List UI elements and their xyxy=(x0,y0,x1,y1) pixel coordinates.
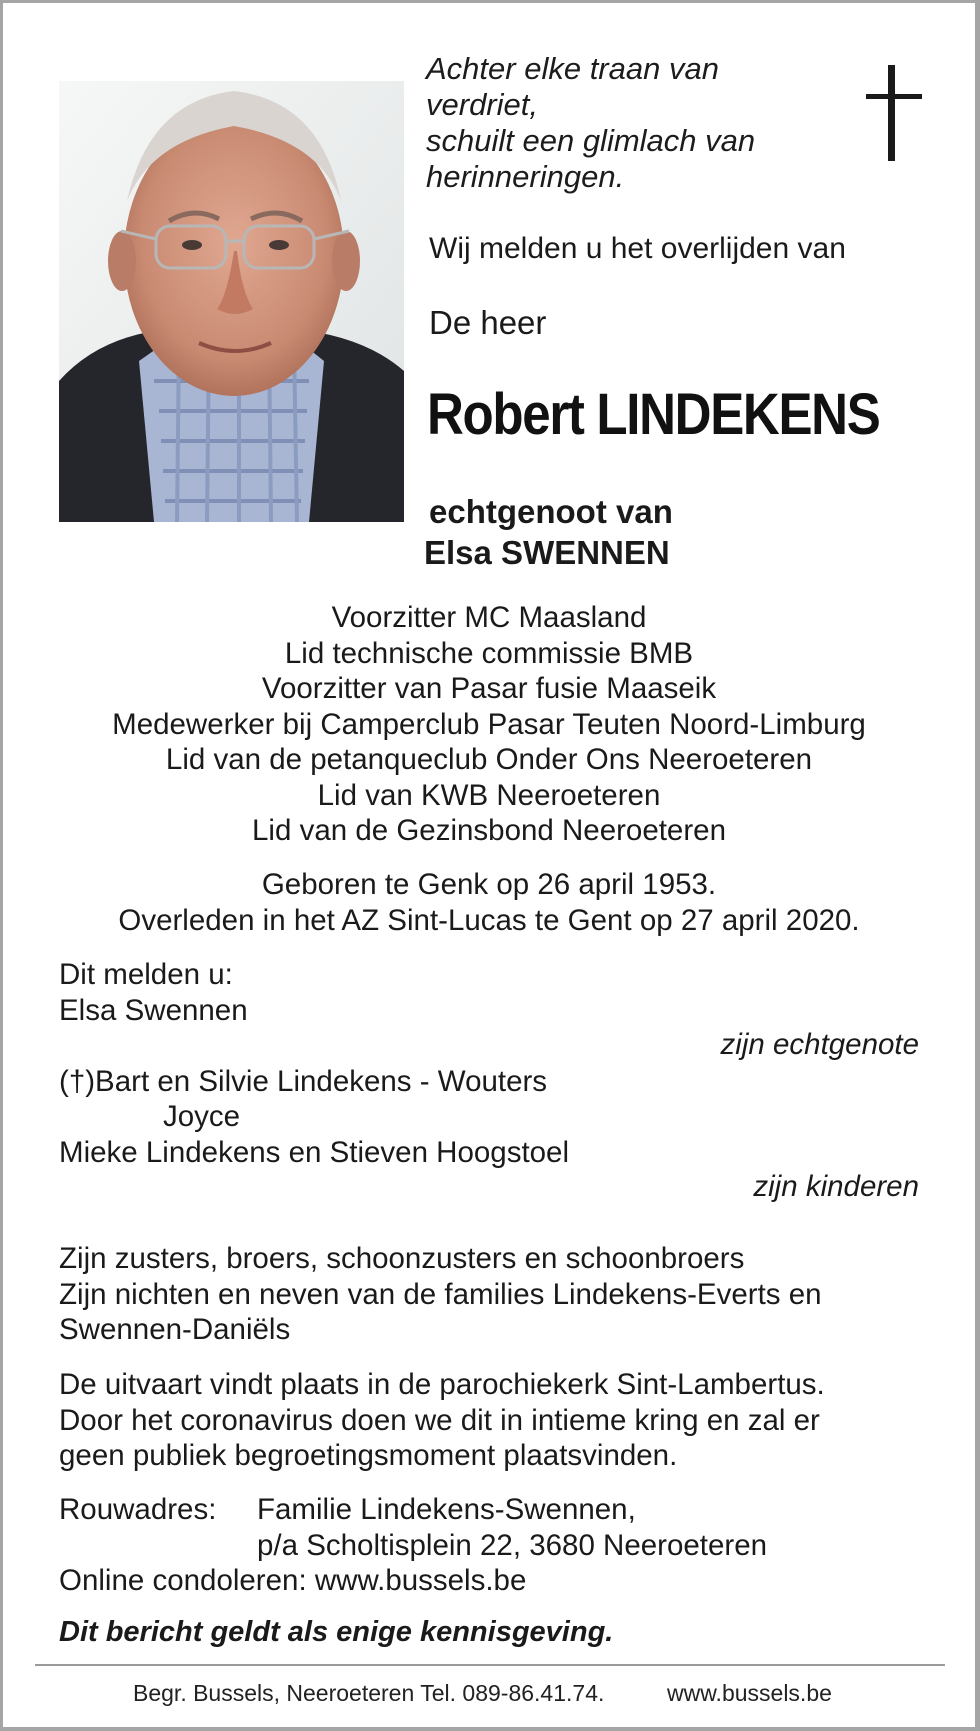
funeral-line: De uitvaart vindt plaats in de parochiekerk Sint-Lambertus. xyxy=(59,1368,825,1401)
function-item: Voorzitter MC Maasland xyxy=(331,601,647,634)
children-role: zijn kinderen xyxy=(753,1170,919,1203)
spouse-name: Elsa SWENNEN xyxy=(424,534,670,571)
function-item: Voorzitter van Pasar fusie Maaseik xyxy=(261,672,717,705)
relatives-line: Zijn nichten en neven van de families Lindekens-Everts en xyxy=(59,1277,822,1311)
divider xyxy=(35,1664,945,1666)
poem-line: verdriet, xyxy=(426,87,538,122)
undertaker-website[interactable]: www.bussels.be xyxy=(667,1680,832,1706)
poem xyxy=(426,51,755,195)
function-item: Lid van KWB Neeroeteren xyxy=(317,778,661,812)
functions-list xyxy=(3,600,975,849)
relatives-block xyxy=(59,1241,822,1348)
poem-line: schuilt een glimlach van xyxy=(426,123,756,158)
spouse-label: echtgenoot van xyxy=(429,493,673,530)
family-intro: Dit melden u: xyxy=(59,958,233,991)
funeral-line: geen publiek begroetingsmoment plaatsvinden. xyxy=(59,1439,678,1472)
poem-line: herinneringen. xyxy=(426,159,625,194)
family-spouse: Elsa Swennen xyxy=(59,994,248,1027)
function-item: Lid technische commissie BMB xyxy=(284,636,694,670)
function-item: Lid van de Gezinsbond Neeroeteren xyxy=(252,814,726,847)
family-child: (†)Bart en Silvie Lindekens - Wouters xyxy=(59,1065,548,1098)
family-child: Mieke Lindekens en Stieven Hoogstoel xyxy=(59,1136,570,1169)
honorific: De heer xyxy=(429,304,547,341)
undertaker-info: Begr. Bussels, Neeroeteren Tel. 089-86.41.74. xyxy=(133,1680,605,1706)
poem-line: Achter elke traan van xyxy=(426,51,719,86)
address-line: p/a Scholtisplein 22, 3680 Neeroeteren xyxy=(257,1529,768,1562)
announcement: Wij melden u het overlijden van xyxy=(429,232,846,265)
birth-line: Geboren te Genk op 26 april 1953. xyxy=(261,868,717,901)
funeral-block xyxy=(59,1367,825,1474)
relatives-line: Swennen-Daniëls xyxy=(59,1313,291,1346)
deceased-name: Robert LINDEKENS xyxy=(427,382,880,447)
relatives-line: Zijn zusters, broers, schoonzusters en schoonbroers xyxy=(59,1242,745,1275)
function-item: Medewerker bij Camperclub Pasar Teuten Noord-Limburg xyxy=(112,707,866,741)
spouse-role: zijn echtgenote xyxy=(720,1028,919,1061)
address-line: Familie Lindekens-Swennen, xyxy=(257,1493,636,1526)
dates xyxy=(3,867,975,938)
death-line: Overleden in het AZ Sint-Lucas te Gent op 27 april 2020. xyxy=(118,903,860,937)
family-grandchild: Joyce xyxy=(163,1100,241,1133)
function-item: Lid van de petanqueclub Onder Ons Neeroeteren xyxy=(165,743,813,776)
funeral-line: Door het coronavirus doen we dit in intieme kring en zal er xyxy=(59,1403,820,1437)
portrait-photo xyxy=(59,81,404,522)
closing-notice: Dit bericht geldt als enige kennisgeving. xyxy=(59,1616,614,1648)
cross-icon xyxy=(866,65,922,161)
address-label: Rouwadres: xyxy=(59,1493,217,1526)
online-condolences: Online condoleren: www.bussels.be xyxy=(59,1564,527,1597)
obituary-card xyxy=(3,3,975,1727)
